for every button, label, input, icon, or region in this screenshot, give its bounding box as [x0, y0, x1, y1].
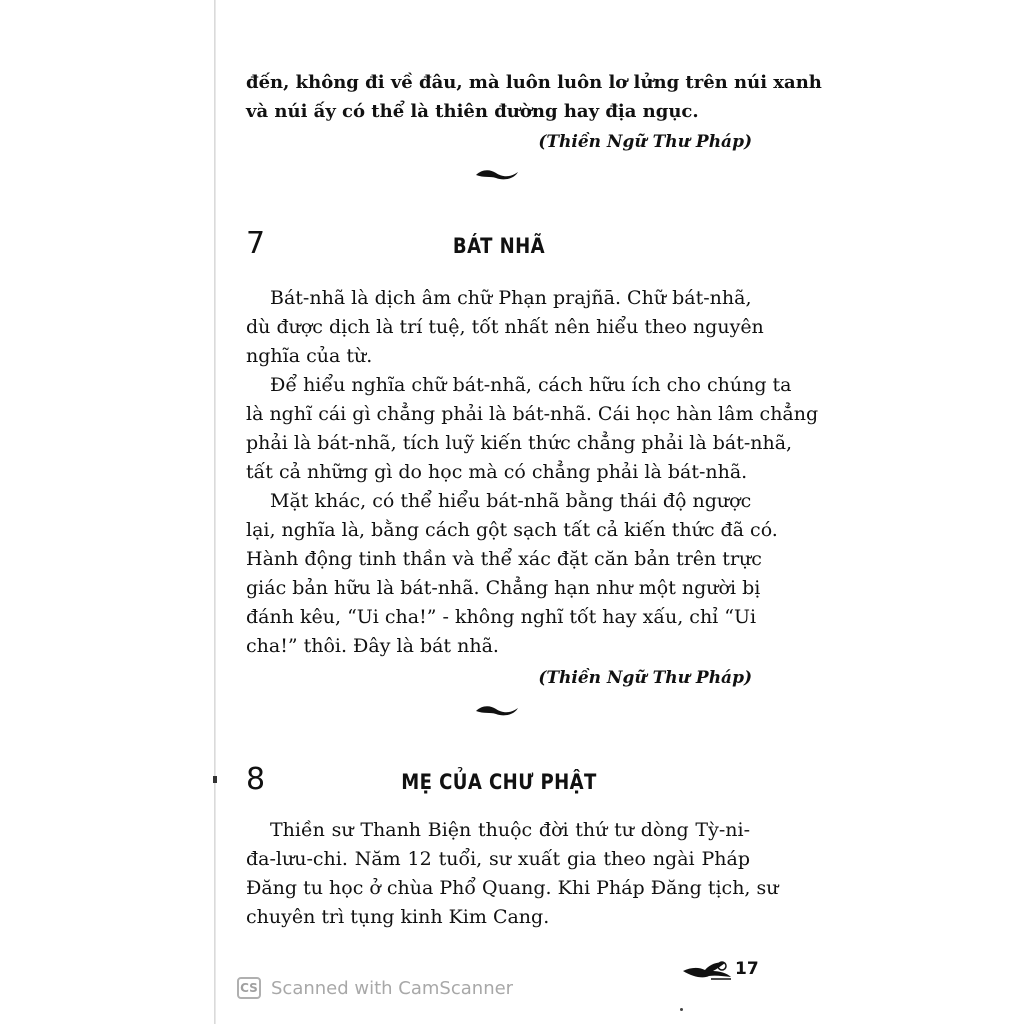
- leaf-ornament-icon: [474, 166, 520, 182]
- text-line: đa-lưu-chi. Năm 12 tuổi, sư xuất gia theo ngài Pháp: [246, 848, 750, 870]
- text-line: cha!” thôi. Đây là bát nhã.: [246, 635, 499, 657]
- scan-speck: [680, 1008, 683, 1011]
- text-line: Để hiểu nghĩa chữ bát-nhã, cách hữu ích cho chúng ta: [270, 374, 792, 396]
- text-line: là nghĩ cái gì chẳng phải là bát-nhã. Cái học hàn lâm chẳng: [246, 403, 819, 425]
- section-title: BÁT NHÃ: [452, 234, 546, 258]
- book-page: [246, 0, 822, 1024]
- text-line: Hành động tinh thần và thể xác đặt căn bản trên trực: [246, 548, 762, 570]
- source-citation: (Thiền Ngữ Thư Pháp): [538, 132, 752, 152]
- section-number: 7: [246, 226, 266, 261]
- text-line: Mặt khác, có thể hiểu bát-nhã bằng thái độ ngược: [270, 490, 752, 512]
- text-line: giác bản hữu là bát-nhã. Chẳng hạn như một người bị: [246, 577, 761, 599]
- page-footer: [681, 955, 759, 983]
- text-line: Thiền sư Thanh Biện thuộc đời thứ tư dòng Tỳ-ni-: [270, 819, 750, 841]
- page-number: 17: [735, 959, 759, 979]
- section-title: MẸ CỦA CHƯ PHẬT: [401, 770, 597, 794]
- book-spine-edge: [214, 0, 216, 1024]
- text-line: nghĩa của từ.: [246, 345, 373, 367]
- text-line: đánh kêu, “Ui cha!” - không nghĩ tốt hay xấu, chỉ “Ui: [246, 606, 757, 628]
- leaf-ornament-icon: [474, 702, 520, 718]
- text-line: Bát-nhã là dịch âm chữ Phạn prajñā. Chữ bát-nhã,: [270, 287, 752, 309]
- source-citation: (Thiền Ngữ Thư Pháp): [538, 668, 752, 688]
- edge-mark: [213, 776, 217, 783]
- paragraph: [246, 284, 764, 371]
- text-line: đến, không đi về đâu, mà luôn luôn lơ lửng trên núi xanh: [246, 72, 822, 93]
- text-line: và núi ấy có thể là thiên đường hay địa ngục.: [246, 101, 699, 122]
- text-line: Đăng tu học ở chùa Phổ Quang. Khi Pháp Đăng tịch, sư: [246, 877, 779, 899]
- text-line: lại, nghĩa là, bằng cách gột sạch tất cả kiến thức đã có.: [246, 519, 778, 541]
- paragraph: [246, 371, 819, 487]
- camscanner-watermark: [237, 977, 513, 999]
- bird-flourish-icon: [681, 957, 733, 981]
- watermark-text: Scanned with CamScanner: [271, 977, 514, 999]
- text-line: dù được dịch là trí tuệ, tốt nhất nên hiểu theo nguyên: [246, 316, 764, 338]
- camscanner-logo: CS: [237, 977, 261, 999]
- section-number: 8: [246, 762, 266, 797]
- text-line: phải là bát-nhã, tích luỹ kiến thức chẳng phải là bát-nhã,: [246, 432, 793, 454]
- text-line: chuyên trì tụng kinh Kim Cang.: [246, 906, 550, 928]
- paragraph: [246, 816, 779, 932]
- paragraph: [246, 487, 778, 661]
- intro-paragraph: [246, 68, 822, 126]
- text-line: tất cả những gì do học mà có chẳng phải là bát-nhã.: [246, 461, 748, 483]
